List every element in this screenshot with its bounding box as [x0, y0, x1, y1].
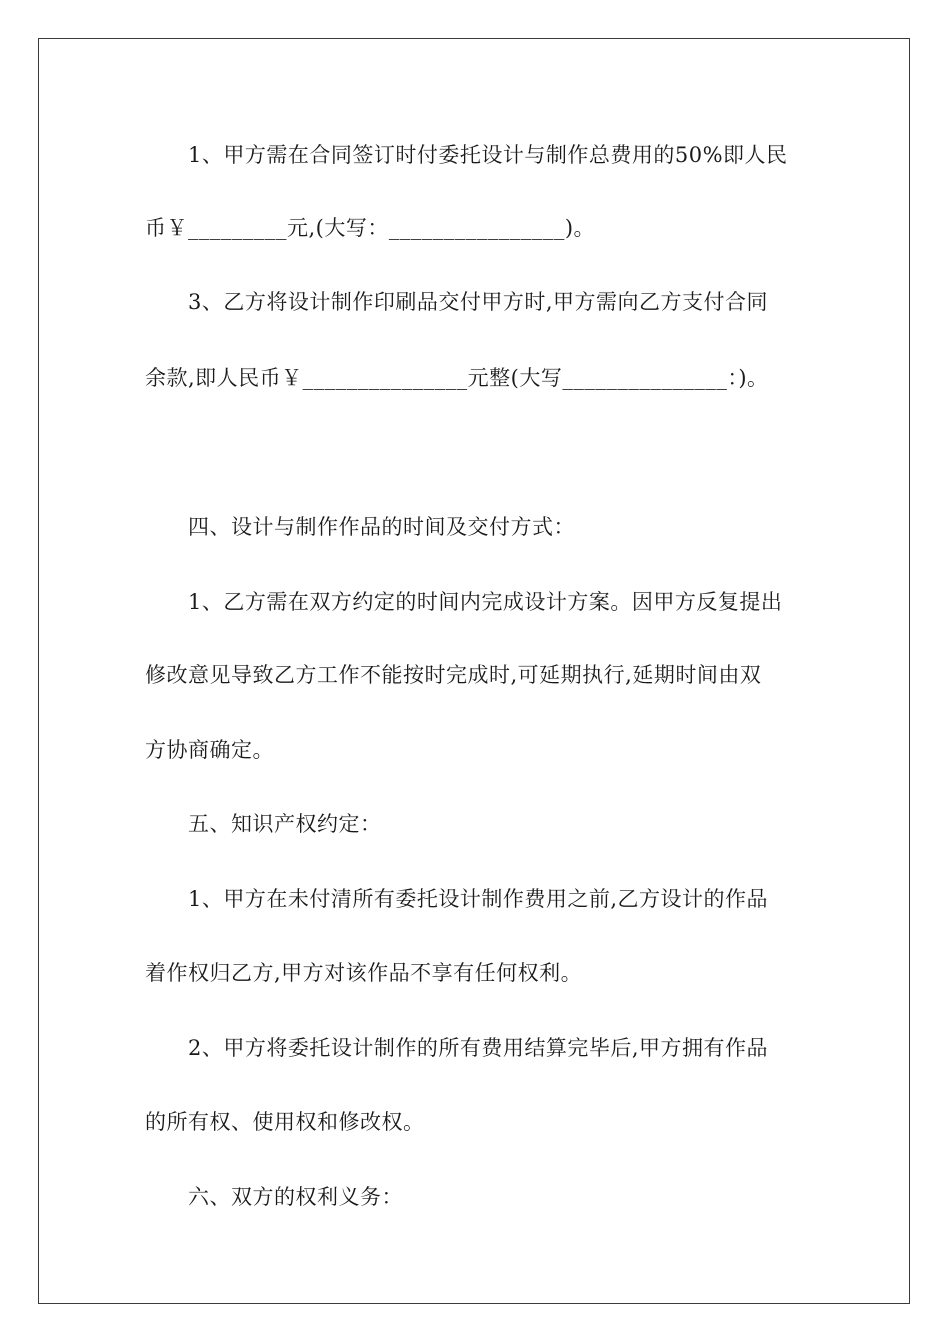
paragraph-ip-2-line-2: 的所有权、使用权和修改权。	[145, 1110, 425, 1134]
paragraph-delivery-line-1: 1、乙方需在双方约定的时间内完成设计方案。因甲方反复提出	[188, 590, 783, 614]
section-heading-ip: 五、知识产权约定：	[188, 812, 382, 836]
paragraph-payment-balance-line-2: 余款,即人民币￥_______________元整(大写_______________：)。	[145, 366, 769, 390]
paragraph-payment-first-line-1: 1、甲方需在合同签订时付委托设计与制作总费用的50%即人民	[188, 143, 788, 167]
section-heading-delivery: 四、设计与制作作品的时间及交付方式：	[188, 515, 575, 539]
paragraph-payment-balance-line-1: 3、乙方将设计制作印刷品交付甲方时,甲方需向乙方支付合同	[188, 290, 769, 314]
paragraph-delivery-line-2: 修改意见导致乙方工作不能按时完成时,可延期执行,延期时间由双	[145, 663, 762, 687]
section-heading-rights: 六、双方的权利义务：	[188, 1185, 403, 1209]
paragraph-delivery-line-3: 方协商确定。	[145, 738, 274, 762]
paragraph-ip-1-line-2: 着作权归乙方,甲方对该作品不享有任何权利。	[145, 961, 583, 985]
paragraph-ip-1-line-1: 1、甲方在未付清所有委托设计制作费用之前,乙方设计的作品	[188, 887, 769, 911]
paragraph-ip-2-line-1: 2、甲方将委托设计制作的所有费用结算完毕后,甲方拥有作品	[188, 1036, 769, 1060]
paragraph-payment-first-line-2: 币￥_________元,(大写：________________)。	[145, 216, 596, 240]
